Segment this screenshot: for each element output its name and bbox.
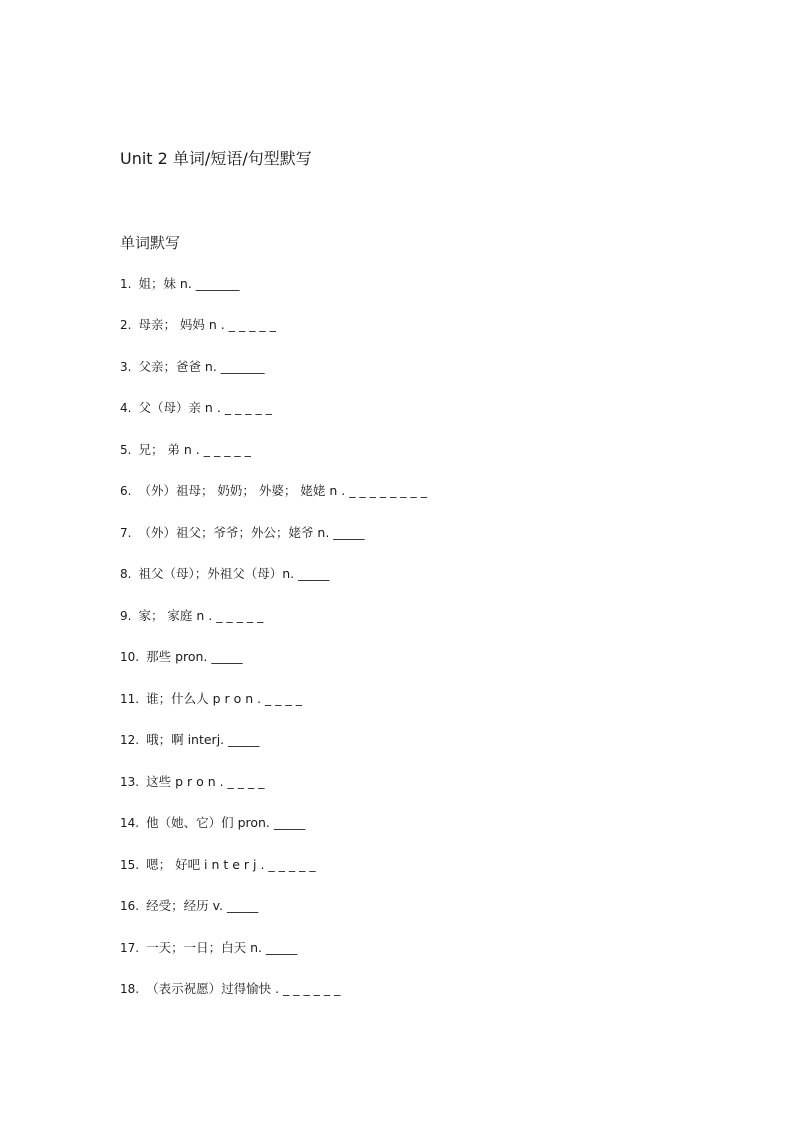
item-number: 14.: [120, 816, 140, 830]
vocab-item: [120, 358, 265, 376]
item-number: 17.: [120, 941, 140, 955]
vocab-item: [120, 565, 329, 583]
vocab-item: [120, 441, 251, 459]
item-text: 这些 p r o n . _ _ _ _: [146, 774, 265, 789]
item-number: 5.: [120, 443, 132, 457]
item-text: 姐；妹 n. _______: [138, 276, 240, 291]
item-text: 父（母）亲 n . _ _ _ _ _: [138, 400, 272, 415]
item-number: 10.: [120, 650, 140, 664]
vocab-item: [120, 648, 243, 666]
item-text: 母亲； 妈妈 n . _ _ _ _ _: [138, 317, 276, 332]
item-text: （外）祖父；爷爷；外公；姥爷 n. _____: [138, 525, 365, 540]
item-number: 8.: [120, 567, 132, 581]
item-text: 哦；啊 interj. _____: [146, 732, 260, 747]
item-number: 16.: [120, 899, 140, 913]
item-number: 13.: [120, 775, 140, 789]
vocab-item: [120, 275, 240, 293]
vocab-item: [120, 856, 316, 874]
item-text: 兄； 弟 n . _ _ _ _ _: [138, 442, 251, 457]
vocab-item: [120, 607, 263, 625]
document-title: Unit 2 单词/短语/句型默写: [120, 149, 312, 168]
vocab-item: [120, 316, 276, 334]
item-number: 3.: [120, 360, 132, 374]
vocab-item: [120, 814, 305, 832]
item-number: 9.: [120, 609, 132, 623]
vocab-item: [120, 524, 365, 542]
vocab-item: [120, 939, 297, 957]
item-number: 6.: [120, 484, 132, 498]
item-number: 18.: [120, 982, 140, 996]
item-text: 祖父（母）；外祖父（母）n. _____: [138, 566, 330, 581]
item-number: 4.: [120, 401, 132, 415]
item-number: 15.: [120, 858, 140, 872]
vocab-item: [120, 980, 340, 998]
item-text: 那些 pron. _____: [146, 649, 243, 664]
vocab-item: [120, 897, 258, 915]
item-text: 经受；经历 v. _____: [146, 898, 259, 913]
item-number: 7.: [120, 526, 132, 540]
item-text: 父亲；爸爸 n. _______: [138, 359, 265, 374]
item-text: 嗯； 好吧 i n t e r j . _ _ _ _ _: [146, 857, 316, 872]
item-number: 1.: [120, 277, 132, 291]
item-text: 家； 家庭 n . _ _ _ _ _: [138, 608, 264, 623]
section-heading: 单词默写: [120, 234, 181, 252]
item-text: （外）祖母； 奶奶； 外婆； 姥姥 n . _ _ _ _ _ _ _ _: [138, 483, 428, 498]
item-text: 谁；什么人 p r o n . _ _ _ _: [146, 691, 302, 706]
vocab-item: [120, 690, 302, 708]
vocab-item: [120, 731, 259, 749]
item-number: 11.: [120, 692, 140, 706]
item-number: 2.: [120, 318, 132, 332]
item-text: 他（她、它）们 pron. _____: [146, 815, 306, 830]
item-number: 12.: [120, 733, 140, 747]
vocab-item: [120, 399, 272, 417]
item-text: （表示祝愿）过得愉快 . _ _ _ _ _ _: [146, 981, 341, 996]
item-text: 一天；一日；白天 n. _____: [146, 940, 298, 955]
vocab-item: [120, 482, 427, 500]
vocab-item: [120, 773, 264, 791]
